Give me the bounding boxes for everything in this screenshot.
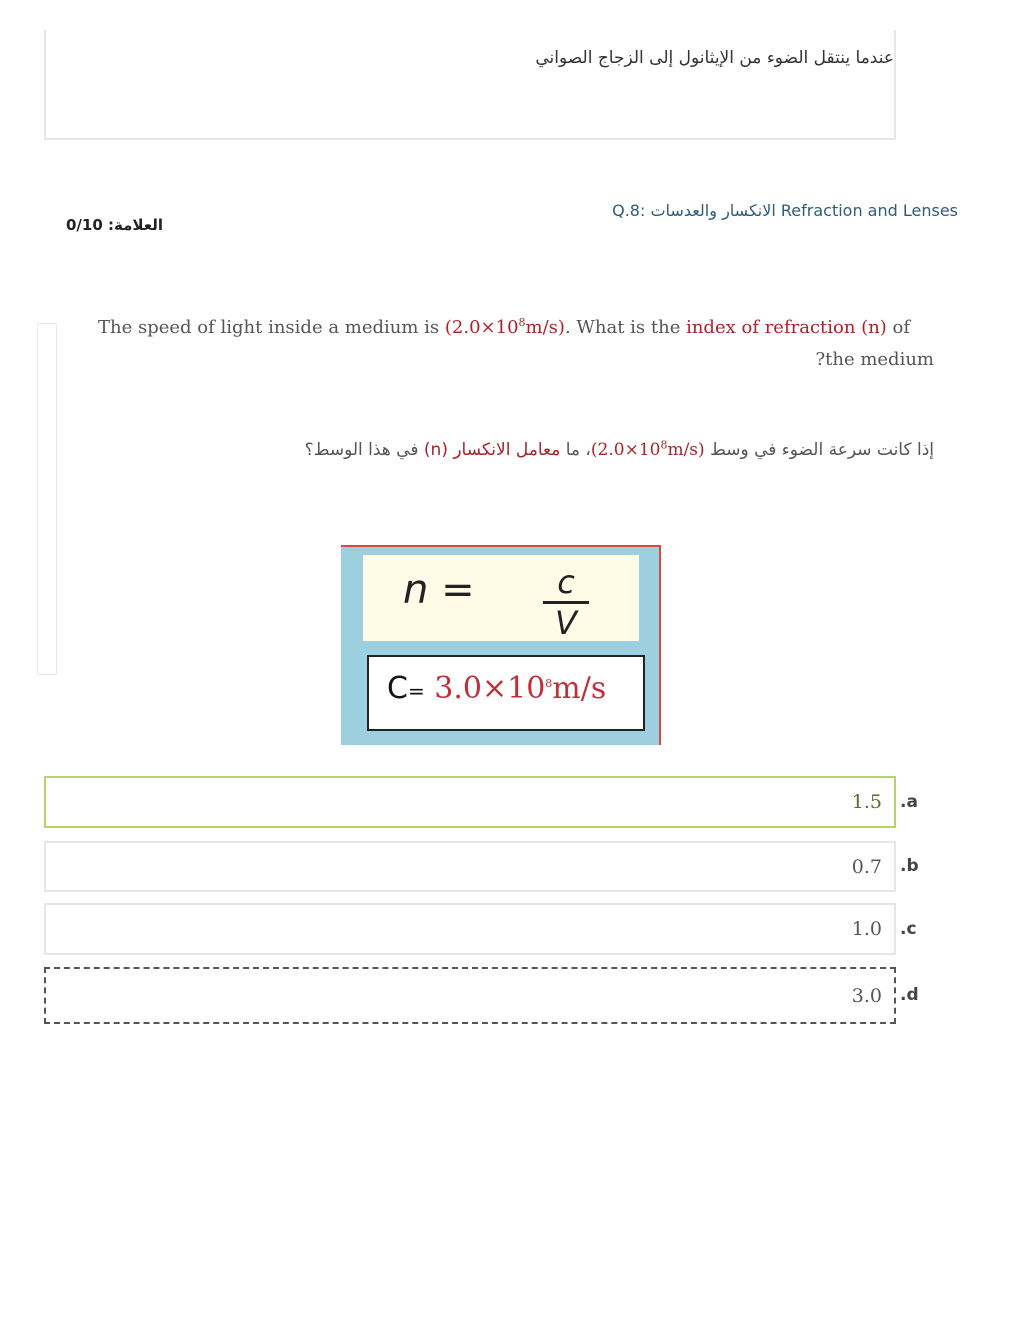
- answer-option-d[interactable]: [44, 967, 896, 1024]
- answer-option-c[interactable]: [44, 903, 896, 955]
- option-letter-c: .c: [900, 919, 917, 939]
- formula-numerator: c: [557, 563, 575, 601]
- option-value: 0.7: [851, 855, 882, 878]
- formula-image: [341, 545, 661, 745]
- side-panel: [37, 323, 57, 675]
- ar-speed-value: $(2.0\times 10^8m/s)$: [590, 438, 705, 460]
- en-text-part: of: [886, 317, 911, 338]
- en-highlight: index of refraction (n): [686, 317, 887, 338]
- answer-option-b[interactable]: [44, 841, 896, 892]
- speed-of-light-value: $C= 3.0\times 10^8m/s$: [387, 671, 607, 706]
- en-text-line2: ?the medium: [815, 349, 934, 370]
- en-text-part: . What is the: [564, 317, 687, 338]
- option-letter-d: .d: [900, 985, 919, 1005]
- option-value: 1.0: [851, 918, 882, 940]
- ar-text-part: ، ما: [560, 440, 591, 460]
- en-speed-value: $(2.0\times 10^8m/s)$: [444, 316, 565, 338]
- question-header: Q.8: الانكسار والعدسات Refraction and Lenses: [612, 201, 958, 220]
- ar-text-part: إذا كانت سرعة الضوء في وسط: [704, 440, 934, 460]
- option-value: 3.0: [851, 984, 882, 1007]
- en-text-part: The speed of light inside a medium is: [98, 317, 445, 338]
- formula-equation-panel: [363, 555, 639, 641]
- question-text-en: [98, 312, 934, 376]
- option-letter-a: .a: [900, 792, 918, 812]
- score-label: العلامة: 0/10: [66, 216, 164, 234]
- ar-highlight: معامل الانكسار (n): [423, 440, 561, 460]
- option-value: 1.5: [851, 791, 882, 813]
- previous-question-text: عندما ينتقل الضوء من الإيثانول إلى الزجاج الصواني: [535, 48, 894, 68]
- formula-lhs: n =: [403, 567, 475, 613]
- formula-denominator: V: [555, 604, 577, 642]
- previous-question-box: [44, 30, 896, 140]
- question-text-ar: [305, 440, 934, 460]
- speed-of-light-box: [367, 655, 645, 731]
- answer-option-a[interactable]: [44, 776, 896, 828]
- ar-text-part: في هذا الوسط؟: [304, 440, 424, 460]
- option-letter-b: .b: [900, 856, 919, 876]
- formula-fraction: [543, 565, 589, 640]
